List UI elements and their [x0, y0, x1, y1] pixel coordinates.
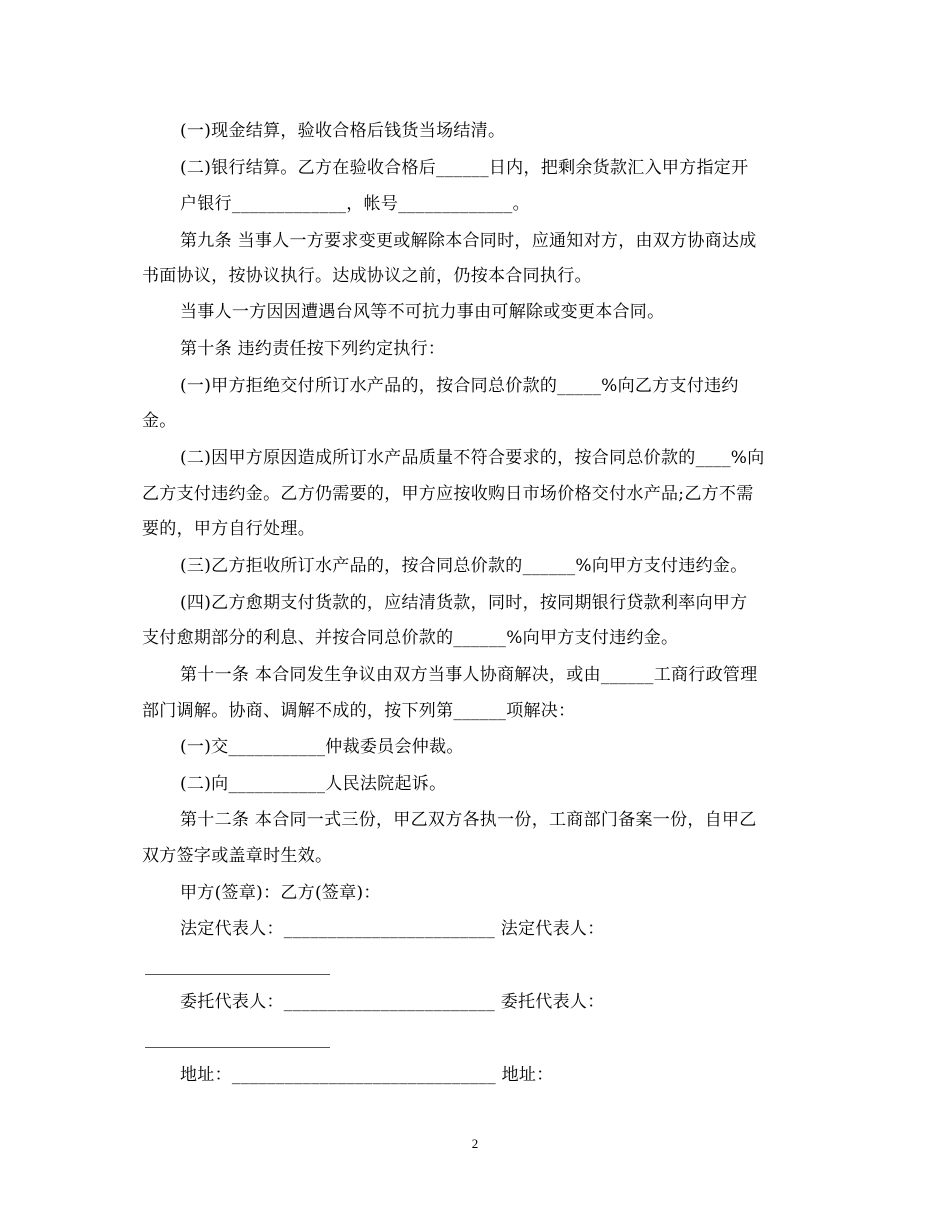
signature-parties: 甲方(签章)：乙方(签章)： [180, 883, 381, 903]
clause-11-cont: 部门调解。协商、调解不成的，按下列第______项解决： [142, 701, 576, 721]
page-number: 2 [471, 1136, 479, 1151]
signature-authorized-rep: 委托代表人：________________________ 委托代表人： [180, 992, 605, 1012]
signature-line-authorized-rep [145, 1047, 330, 1048]
paragraph-settlement-cash: (一)现金结算，验收合格后钱货当场结清。 [180, 121, 506, 141]
clause-10-item-2-cont2: 要的，甲方自行处理。 [142, 519, 315, 539]
clause-10: 第十条 违约责任按下列约定执行： [180, 339, 446, 359]
clause-10-item-4: (四)乙方愈期支付货款的，应结清货款，同时，按同期银行贷款利率向甲方 [180, 593, 748, 613]
clause-11-item-2: (二)向___________人民法院起诉。 [180, 774, 447, 794]
signature-line-legal-rep [145, 974, 330, 975]
paragraph-settlement-bank-cont: 户银行_____________，帐号_____________。 [180, 194, 530, 214]
clause-9-cont: 书面协议，按协议执行。达成协议之前，仍按本合同执行。 [142, 266, 592, 286]
clause-9-force-majeure: 当事人一方因因遭遇台风等不可抗力事由可解除或变更本合同。 [180, 302, 665, 322]
clause-9: 第九条 当事人一方要求变更或解除本合同时，应通知对方，由双方协商达成 [180, 231, 757, 251]
signature-address: 地址：______________________________ 地址： [180, 1065, 554, 1085]
clause-10-item-1-cont: 金。 [142, 411, 177, 431]
clause-10-item-2-cont: 乙方支付违约金。乙方仍需要的，甲方应按收购日市场价格交付水产品;乙方不需 [142, 484, 754, 504]
clause-10-item-2: (二)因甲方原因造成所订水产品质量不符合要求的，按合同总价款的____%向 [180, 448, 765, 468]
clause-10-item-1: (一)甲方拒绝交付所订水产品的，按合同总价款的_____%向乙方支付违约 [180, 376, 739, 396]
clause-11-item-1: (一)交___________仲裁委员会仲裁。 [180, 737, 464, 757]
clause-12: 第十二条 本合同一式三份，甲乙双方各执一份，工商部门备案一份，自甲乙 [180, 810, 757, 830]
clause-11: 第十一条 本合同发生争议由双方当事人协商解决，或由______工商行政管理 [180, 665, 758, 685]
signature-legal-rep: 法定代表人：________________________ 法定代表人： [180, 919, 605, 939]
clause-10-item-4-cont: 支付愈期部分的利息、并按合同总价款的______%向甲方支付违约金。 [142, 628, 679, 648]
clause-12-cont: 双方签字或盖章时生效。 [142, 846, 333, 866]
paragraph-settlement-bank: (二)银行结算。乙方在验收合格后______日内，把剩余货款汇入甲方指定开 [180, 158, 749, 178]
clause-10-item-3: (三)乙方拒收所订水产品的，按合同总价款的______%向甲方支付违约金。 [180, 556, 748, 576]
